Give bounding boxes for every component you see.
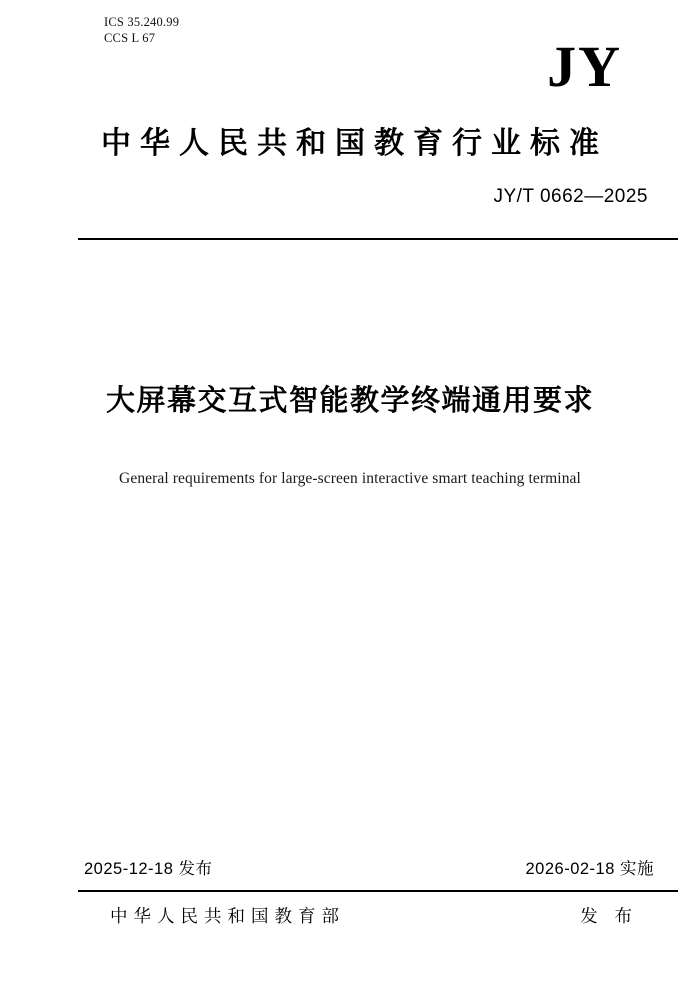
- jy-logo: JY: [547, 34, 622, 99]
- issuer-row: [78, 898, 678, 932]
- document-title-english: General requirements for large-screen interactive smart teaching terminal: [119, 470, 581, 487]
- classification-block: [104, 14, 179, 46]
- standard-number: JY/T 0662—2025: [493, 186, 648, 207]
- header-divider: [78, 238, 678, 240]
- document-title-chinese: 大屏幕交互式智能教学终端通用要求: [105, 385, 594, 417]
- national-standard-title: 中华人民共和国教育行业标准: [101, 127, 608, 160]
- footer-divider: [78, 890, 678, 892]
- issuer-name: 中华人民共和国教育部: [110, 905, 345, 926]
- issue-verb: 发 布: [580, 905, 638, 926]
- effective-date: 2026-02-18 实施: [525, 860, 654, 878]
- ccs-code: CCS L 67: [104, 31, 156, 45]
- ics-code: ICS 35.240.99: [104, 15, 180, 29]
- issue-date: 2025-12-18 发布: [84, 860, 213, 878]
